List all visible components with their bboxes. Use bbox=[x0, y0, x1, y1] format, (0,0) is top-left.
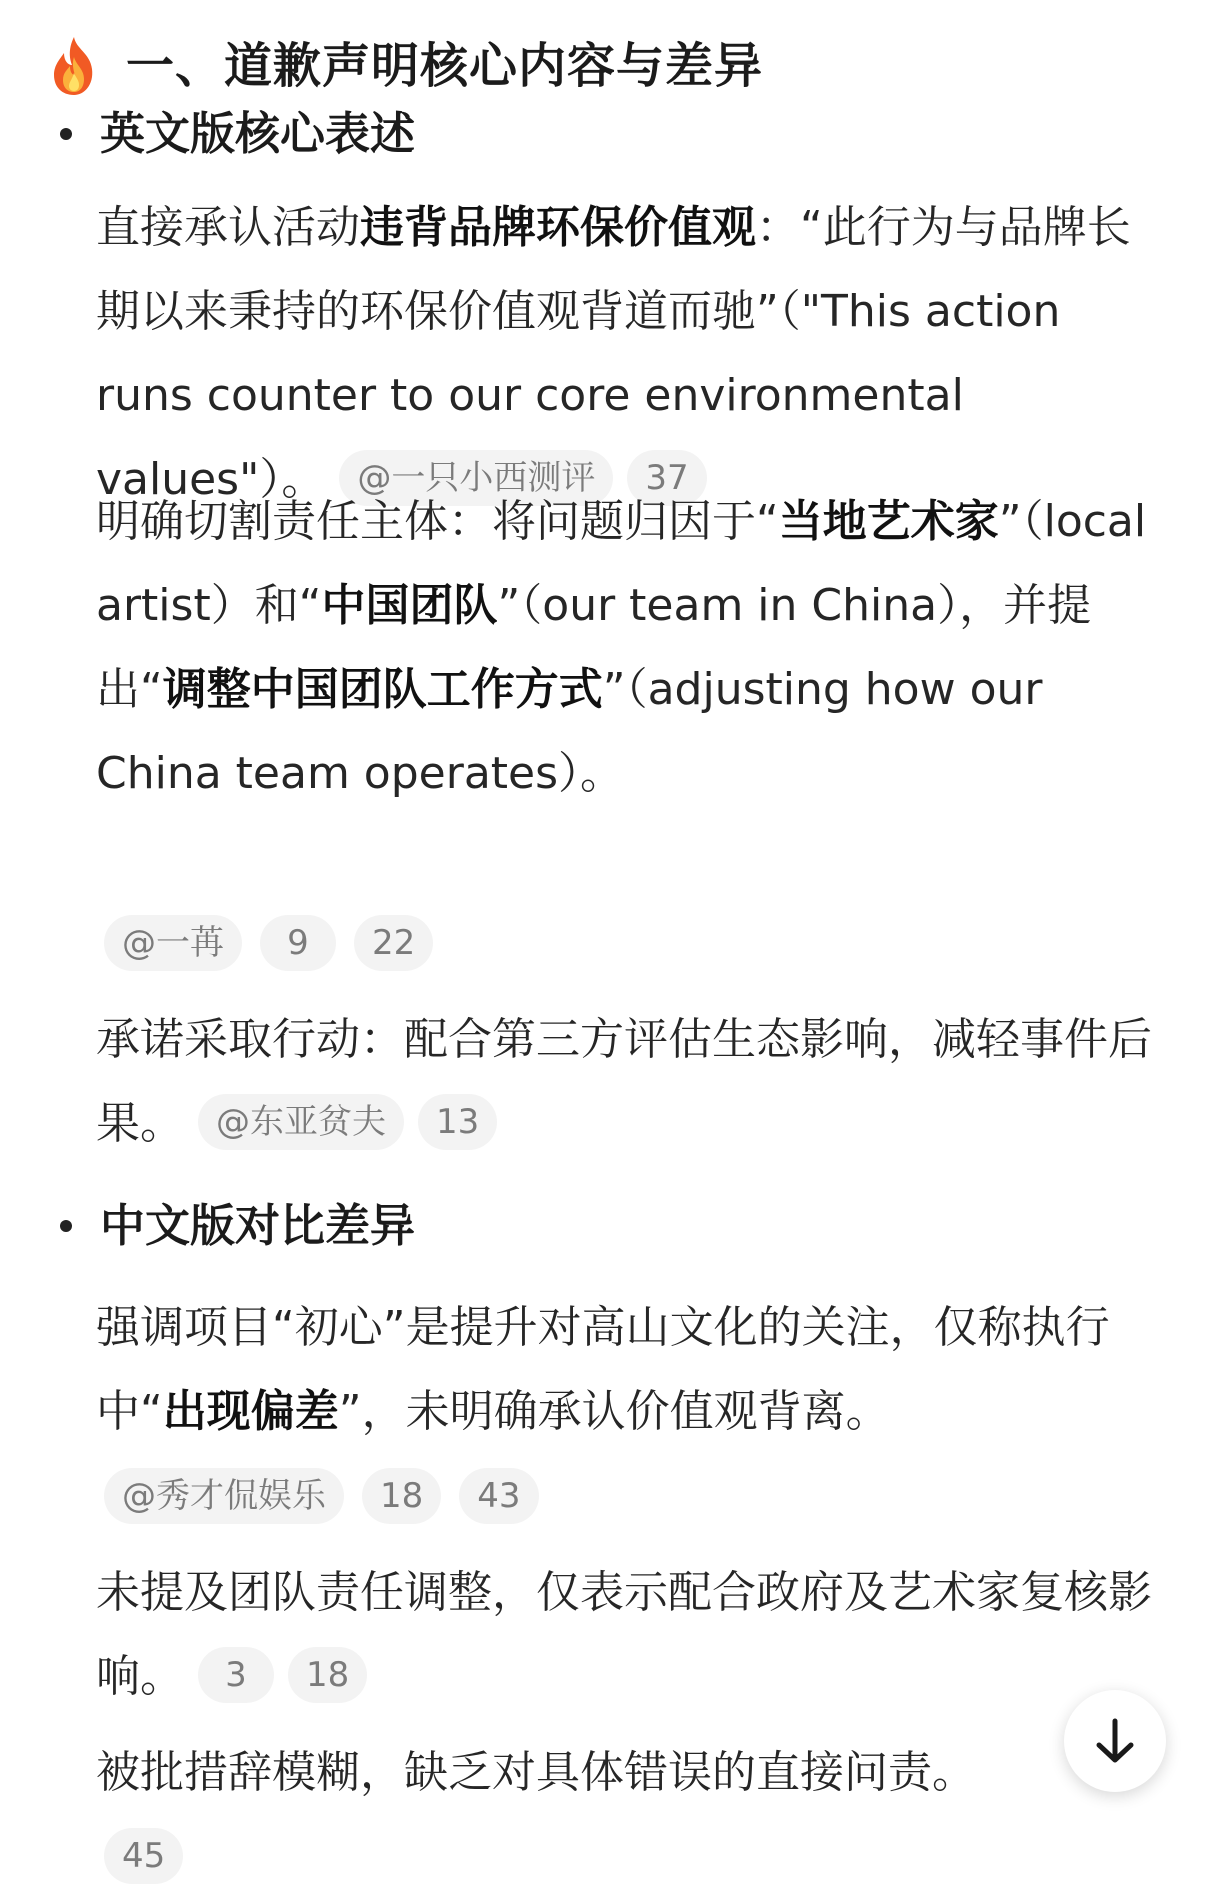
citation-chip[interactable]: 18 bbox=[288, 1647, 367, 1703]
bold-text: 出现偏差 bbox=[162, 1386, 339, 1437]
source-chip[interactable]: @一苒 bbox=[104, 915, 242, 971]
citation-chip[interactable]: 45 bbox=[104, 1828, 183, 1884]
fire-icon bbox=[46, 35, 102, 97]
text: 直接承认活动 bbox=[96, 202, 360, 253]
chip-row bbox=[104, 1466, 539, 1526]
citation-chip[interactable]: 18 bbox=[362, 1468, 441, 1524]
text: 被批措辞模糊，缺乏对具体错误的直接问责。 bbox=[96, 1747, 976, 1798]
citation-chip[interactable]: 43 bbox=[459, 1468, 538, 1524]
citation-chip[interactable]: 37 bbox=[627, 450, 706, 506]
paragraph-english-1 bbox=[96, 186, 1156, 522]
paragraph-english-2 bbox=[96, 480, 1156, 816]
citation-chip[interactable]: 22 bbox=[354, 915, 433, 971]
citation-chip[interactable]: 13 bbox=[418, 1094, 497, 1150]
bold-text: 违背品牌环保价值观 bbox=[360, 202, 756, 253]
text: 明确切割责任主体：将问题归因于“ bbox=[96, 496, 779, 547]
section-heading bbox=[46, 34, 763, 98]
chip-row bbox=[104, 913, 433, 973]
source-chip[interactable]: @一只小西测评 bbox=[339, 450, 613, 506]
text: ”（adjusting how our China team operates）。 bbox=[96, 664, 1043, 799]
citation-chip[interactable]: 9 bbox=[260, 915, 336, 971]
citation-chip[interactable]: 3 bbox=[198, 1647, 274, 1703]
bullet-dot bbox=[60, 128, 72, 140]
text: ”（our team in China），并提出“ bbox=[96, 580, 1092, 715]
paragraph-chinese-2 bbox=[96, 1551, 1156, 1719]
bullet-chinese bbox=[60, 1196, 415, 1256]
text: ”，未明确承认价值观背离。 bbox=[338, 1386, 890, 1437]
paragraph-english-3 bbox=[96, 998, 1156, 1166]
text: ”（local artist）和“ bbox=[96, 496, 1147, 631]
text: 未提及团队责任调整，仅表示配合政府及艺术家复核影响。 bbox=[96, 1567, 1152, 1702]
scroll-to-bottom-button[interactable] bbox=[1064, 1690, 1166, 1792]
text: ：“此行为与品牌长期以来秉持的环保价值观背道而驰”（"This action runs counter to our core environmental values"）。 bbox=[96, 202, 1131, 505]
bullet-dot bbox=[60, 1220, 72, 1232]
bold-text: 当地艺术家 bbox=[778, 496, 999, 547]
bullet-english bbox=[60, 104, 415, 164]
bold-text: 中国团队 bbox=[321, 580, 498, 631]
paragraph-chinese-3 bbox=[96, 1731, 1156, 1815]
bold-text: 调整中国团队工作方式 bbox=[162, 664, 603, 715]
bullet-title-english: 英文版核心表述 bbox=[100, 107, 416, 160]
paragraph-chinese-1 bbox=[96, 1286, 1156, 1454]
source-chip[interactable]: @秀才侃娱乐 bbox=[104, 1468, 344, 1524]
text: 承诺采取行动：配合第三方评估生态影响，减轻事件后果。 bbox=[96, 1014, 1152, 1149]
text: 强调项目“初心”是提升对高山文化的关注，仅称执行中“ bbox=[96, 1302, 1110, 1437]
bullet-title-chinese: 中文版对比差异 bbox=[100, 1199, 416, 1252]
source-chip[interactable]: @东亚贫夫 bbox=[198, 1094, 404, 1150]
heading-text: 一、道歉声明核心内容与差异 bbox=[126, 38, 764, 94]
arrow-down-icon bbox=[1093, 1717, 1137, 1765]
